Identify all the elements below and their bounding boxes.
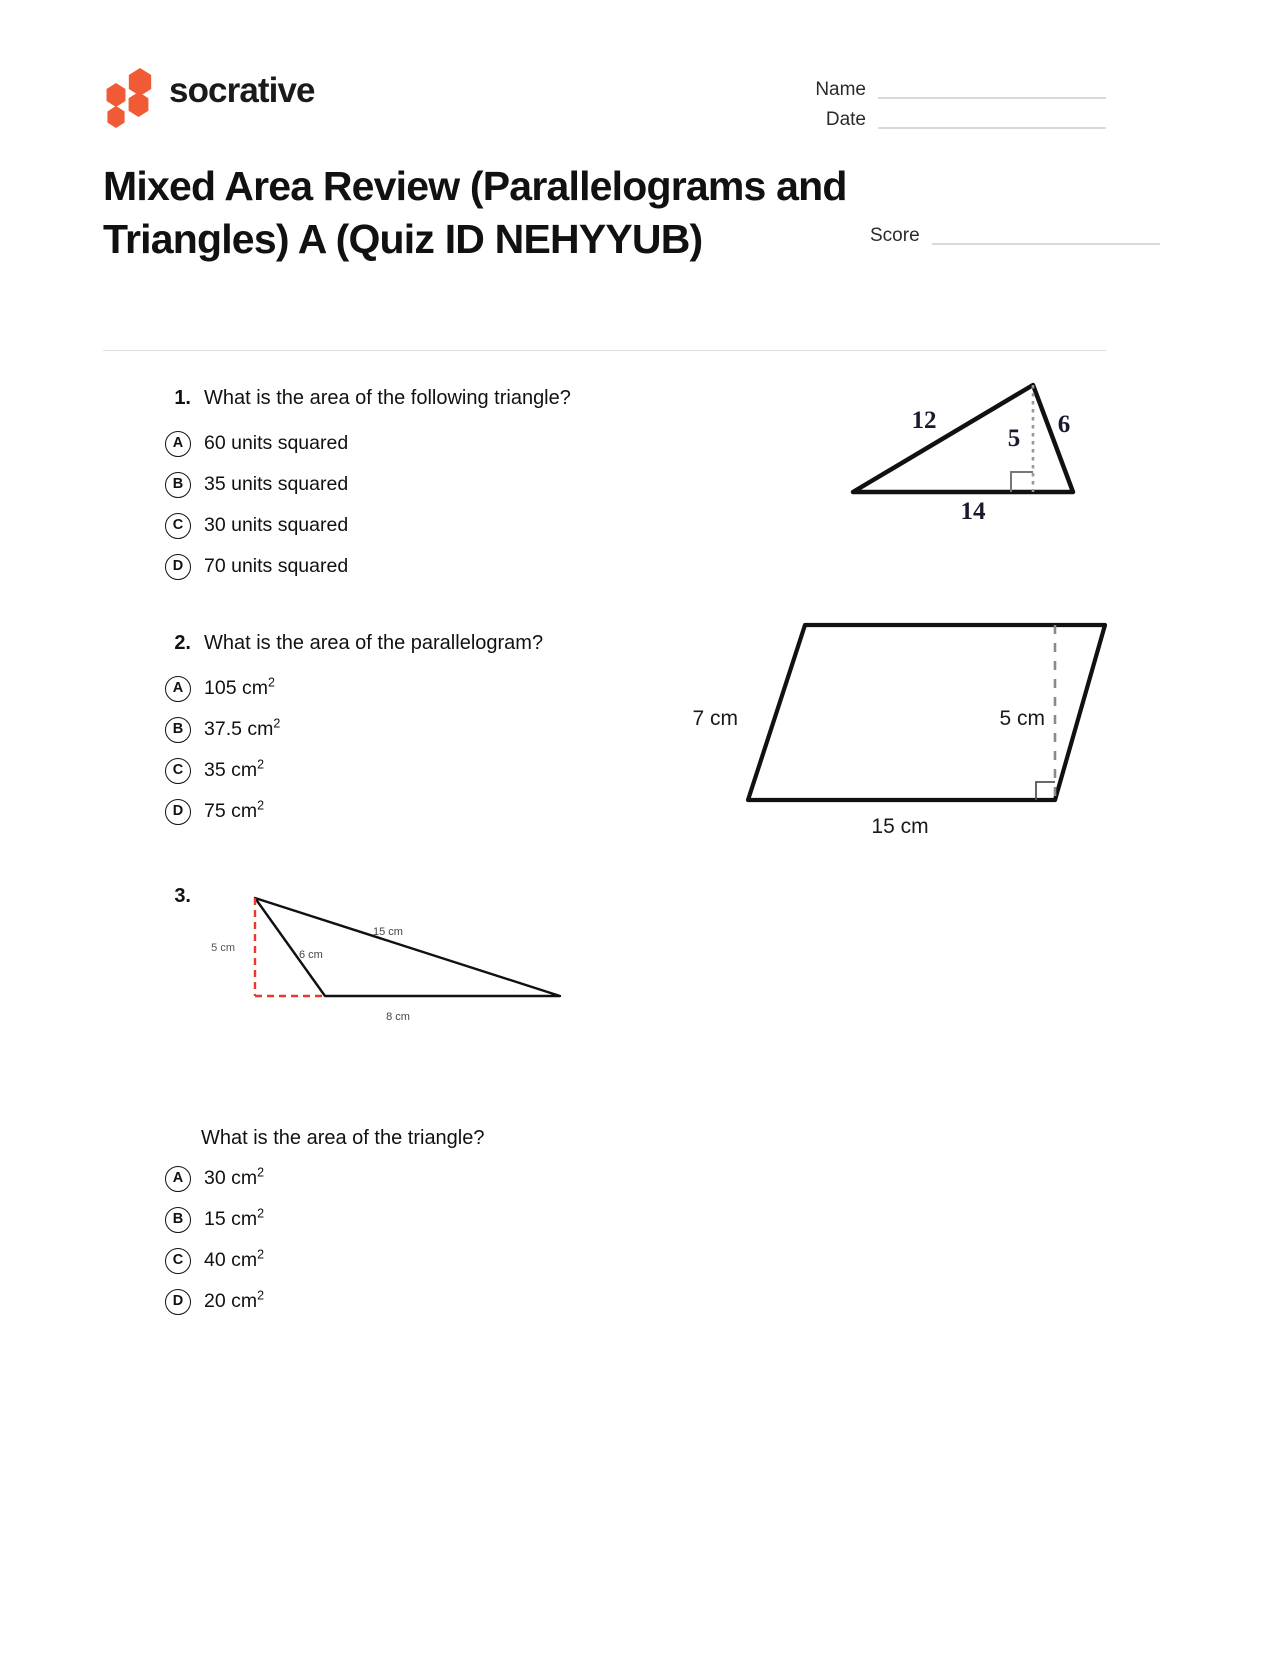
triangle-outline <box>853 385 1073 492</box>
option-c-value: 35 cm <box>204 758 258 781</box>
label-base-8cm: 8 cm <box>386 1011 410 1023</box>
question-3-option-a[interactable] <box>165 1158 264 1199</box>
parallelogram-outline <box>748 625 1105 800</box>
option-c-exponent: 2 <box>257 1247 265 1262</box>
option-label-c <box>204 1247 265 1271</box>
question-1 <box>165 385 571 587</box>
option-d-value: 75 cm <box>204 799 258 822</box>
option-bubble-a[interactable]: A <box>165 676 191 702</box>
name-label: Name <box>815 79 866 100</box>
option-bubble-b[interactable]: B <box>165 472 191 498</box>
option-label-d: 70 units squared <box>204 554 349 577</box>
option-label-d <box>204 798 265 822</box>
label-height-5: 5 <box>1007 425 1021 452</box>
option-d-exponent: 2 <box>257 798 265 813</box>
question-2-option-d[interactable] <box>165 791 543 832</box>
option-b-exponent: 2 <box>257 1206 265 1221</box>
question-3-option-c[interactable] <box>165 1240 264 1281</box>
question-2-figure <box>692 610 1120 850</box>
question-1-option-d[interactable] <box>165 546 571 587</box>
hexagon-top-right <box>127 68 153 96</box>
option-bubble-d[interactable]: D <box>165 799 191 825</box>
hexagon-middle-right <box>127 92 150 117</box>
question-1-options <box>165 423 571 587</box>
question-2-option-c[interactable] <box>165 750 543 791</box>
hexagon-bottom-left <box>106 106 126 128</box>
socrative-hexagon-logo-icon <box>103 66 155 118</box>
triangle-outline <box>255 898 560 996</box>
label-height-5cm: 5 cm <box>211 942 235 954</box>
question-2-options <box>165 668 543 832</box>
page-header <box>103 58 1106 138</box>
question-3-number: 3. <box>174 885 191 907</box>
option-c-exponent: 2 <box>257 757 265 772</box>
option-a-exponent: 2 <box>267 675 275 690</box>
option-label-b <box>204 716 281 740</box>
question-3-header <box>165 885 191 908</box>
date-field-row <box>771 102 1106 132</box>
right-angle-marker <box>1011 472 1033 492</box>
question-3-prompt <box>201 1125 485 1151</box>
option-d-value: 20 cm <box>204 1289 258 1312</box>
option-bubble-c[interactable]: C <box>165 758 191 784</box>
score-field-row <box>870 226 1160 248</box>
label-height-5cm: 5 cm <box>999 707 1045 730</box>
option-d-exponent: 2 <box>257 1288 265 1303</box>
name-input-line[interactable] <box>878 97 1106 99</box>
question-2-number: 2. <box>174 632 191 654</box>
question-2-text: What is the area of the parallelogram? <box>204 632 544 654</box>
label-side-7cm: 7 cm <box>692 707 738 730</box>
question-3-option-d[interactable] <box>165 1281 264 1322</box>
name-field-row <box>771 72 1106 102</box>
socrative-logo <box>103 66 315 118</box>
option-label-d <box>204 1288 265 1312</box>
page-title: Mixed Area Review (Parallelograms and Triangles) A (Quiz ID NEHYYUB) <box>103 163 847 263</box>
label-base-14: 14 <box>960 498 986 525</box>
option-bubble-b[interactable]: B <box>165 717 191 743</box>
parallelogram-diagram <box>692 610 1120 850</box>
score-label: Score <box>870 225 920 246</box>
option-c-value: 40 cm <box>204 1248 258 1271</box>
question-2 <box>165 630 543 832</box>
option-bubble-a[interactable]: A <box>165 1166 191 1192</box>
label-side-6cm: 6 cm <box>299 949 323 961</box>
question-1-number: 1. <box>174 387 191 409</box>
question-3-text: What is the area of the triangle? <box>201 1127 485 1149</box>
brand-name: socrative <box>169 70 315 110</box>
question-1-text: What is the area of the following triangle? <box>204 387 571 409</box>
right-angle-marker <box>1036 782 1055 800</box>
date-input-line[interactable] <box>878 127 1106 129</box>
question-1-header <box>165 385 571 411</box>
question-3-figure <box>200 888 580 1033</box>
question-2-header <box>165 630 543 656</box>
option-bubble-b[interactable]: B <box>165 1207 191 1233</box>
question-1-option-c[interactable] <box>165 505 571 546</box>
option-a-value: 30 cm <box>204 1166 258 1189</box>
date-label: Date <box>825 109 866 130</box>
question-2-option-a[interactable] <box>165 668 543 709</box>
question-3-option-b[interactable] <box>165 1199 264 1240</box>
option-label-b: 35 units squared <box>204 472 349 495</box>
option-label-c <box>204 757 265 781</box>
question-1-option-a[interactable] <box>165 423 571 464</box>
triangle-diagram-1 <box>838 372 1118 525</box>
header-divider <box>103 350 1106 351</box>
option-label-a <box>204 675 275 699</box>
option-bubble-d[interactable]: D <box>165 1289 191 1315</box>
label-side-6: 6 <box>1057 411 1071 438</box>
option-label-a <box>204 1165 265 1189</box>
question-1-option-b[interactable] <box>165 464 571 505</box>
option-label-b <box>204 1206 265 1230</box>
question-3-options <box>165 1158 264 1322</box>
title-block <box>103 160 863 267</box>
option-bubble-a[interactable]: A <box>165 431 191 457</box>
option-label-c: 30 units squared <box>204 513 349 536</box>
option-b-value: 37.5 cm <box>204 717 274 740</box>
obtuse-triangle-diagram <box>200 888 580 1033</box>
option-bubble-d[interactable]: D <box>165 554 191 580</box>
option-label-a: 60 units squared <box>204 431 349 454</box>
question-1-figure <box>838 372 1118 525</box>
option-a-exponent: 2 <box>257 1165 265 1180</box>
hexagon-middle-left <box>105 83 127 107</box>
question-3 <box>165 885 191 908</box>
option-bubble-c[interactable]: C <box>165 513 191 539</box>
option-a-value: 105 cm <box>204 676 268 699</box>
option-b-value: 15 cm <box>204 1207 258 1230</box>
label-base-15cm: 15 cm <box>871 815 929 838</box>
option-bubble-c[interactable]: C <box>165 1248 191 1274</box>
student-info-fields <box>771 72 1106 132</box>
score-input-line[interactable] <box>932 243 1160 245</box>
option-b-exponent: 2 <box>273 716 281 731</box>
question-2-option-b[interactable] <box>165 709 543 750</box>
label-hypotenuse-15cm: 15 cm <box>373 926 403 938</box>
label-slant-12: 12 <box>911 407 937 434</box>
